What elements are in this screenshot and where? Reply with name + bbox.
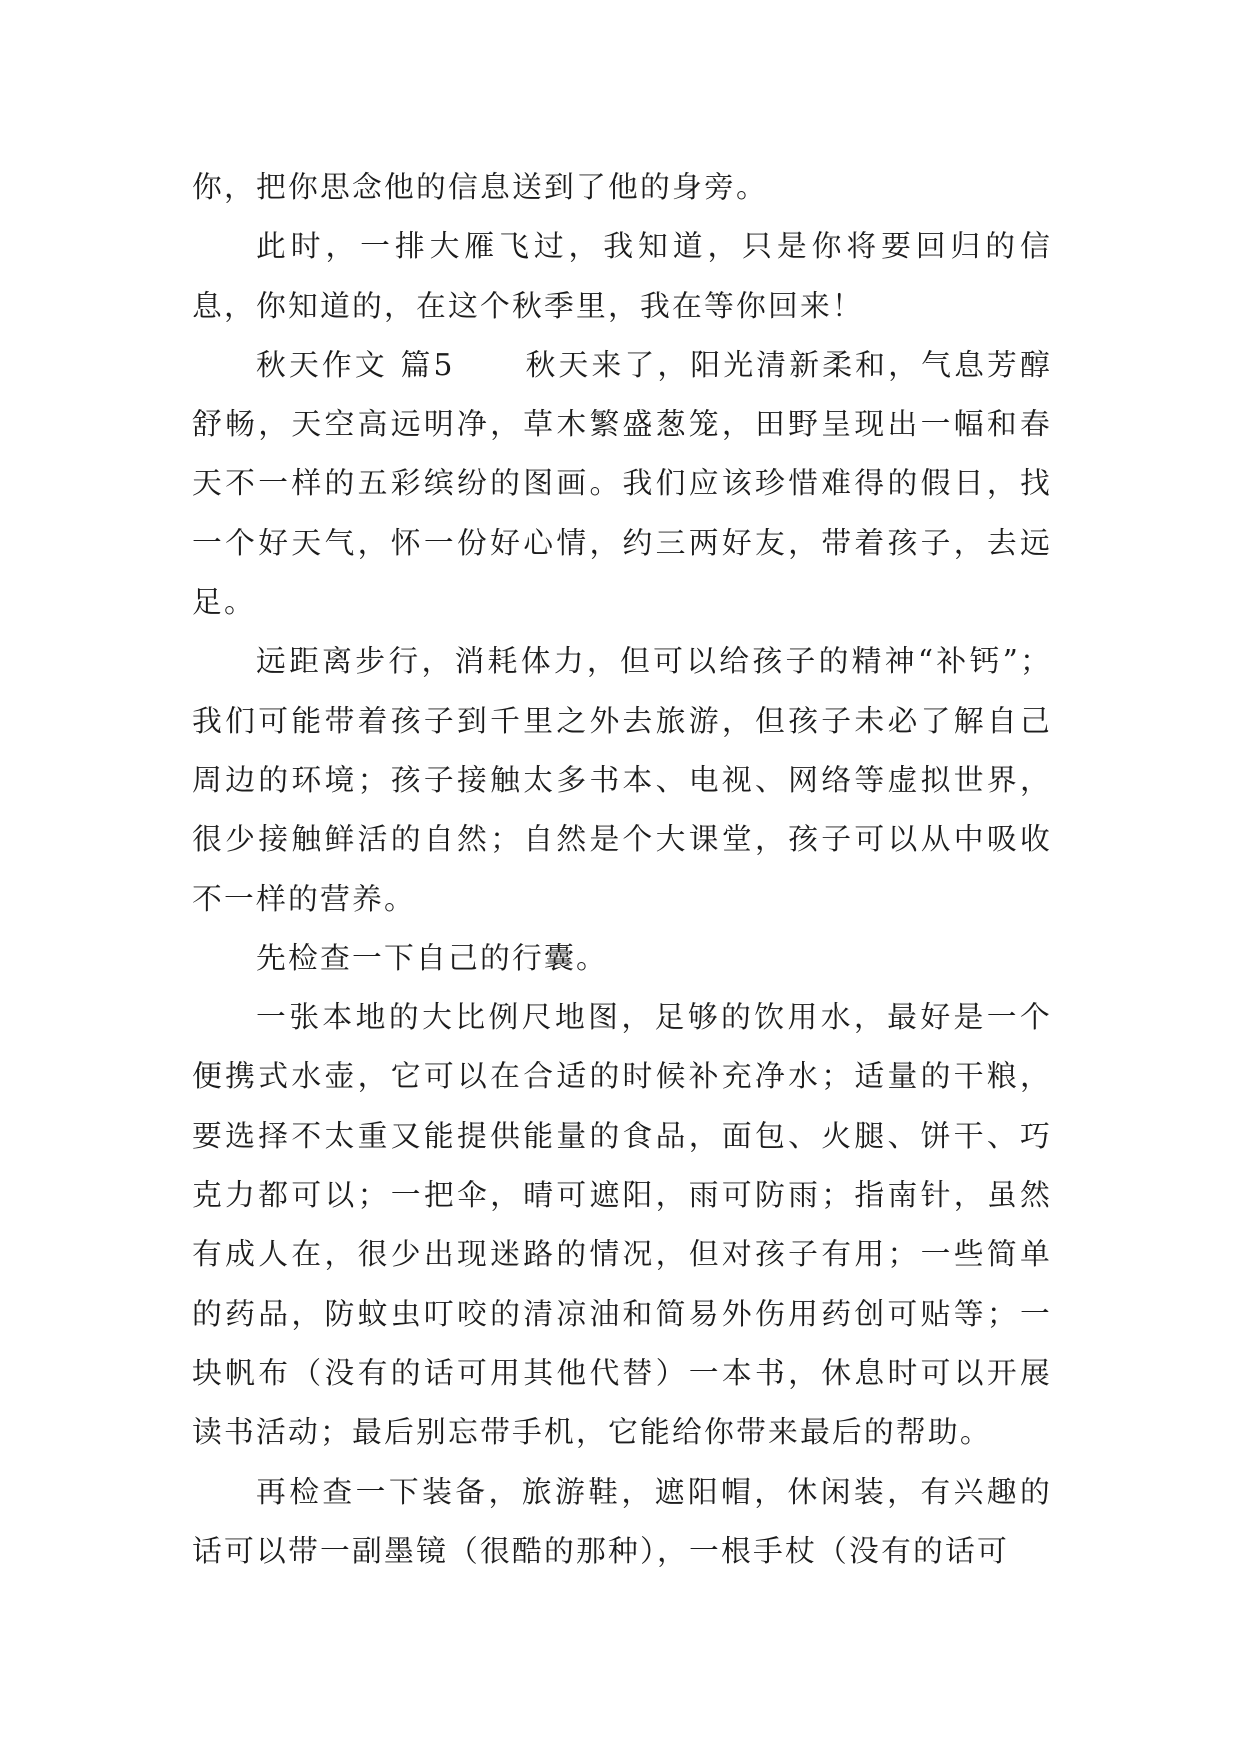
paragraph-6: 一张本地的大比例尺地图，足够的饮用水，最好是一个便携式水壶，它可以在合适的时候补充净水；适量的干粮，要选择不太重又能提供能量的食品，面包、火腿、饼干、巧克力都可以；一把伞，晴可遮阳，雨可防雨；指南针，虽然有成人在，很少出现迷路的情况，但对孩子有用；一些简单的药品，防蚊虫叮咬的清凉油和简易外伤用药创可贴等；一块帆布（没有的话可用其他代替）一本书，休息时可以开展读书活动；最后别忘带手机，它能给你带来最后的帮助。 (192, 1000, 1052, 1451)
document-body (192, 158, 1052, 1581)
paragraph-2: 此时，一排大雁飞过，我知道，只是你将要回归的信息，你知道的，在这个秋季里，我在等你回来！ (192, 229, 1052, 324)
paragraph-1: 你，把你思念他的信息送到了他的身旁。 (192, 170, 768, 205)
paragraph-3 (192, 336, 1052, 632)
paragraph-4: 远距离步行，消耗体力，但可以给孩子的精神“补钙”；我们可能带着孩子到千里之外去旅游，但孩子未必了解自己周边的环境；孩子接触太多书本、电视、网络等虚拟世界，很少接触鲜活的自然；自然是个大课堂，孩子可以从中吸收不一样的营养。 (192, 644, 1052, 917)
paragraph-3-text: 秋天来了，阳光清新柔和，气息芳醇舒畅，天空高远明净，草木繁盛葱笼，田野呈现出一幅和春天不一样的五彩缤纷的图画。我们应该珍惜难得的假日，找一个好天气，怀一份好心情，约三两好友，带着孩子，去远足。 (192, 347, 1052, 621)
paragraph-5: 先检查一下自己的行囊。 (256, 940, 608, 976)
section-label: 秋天作文 篇5 (256, 347, 455, 383)
paragraph-7: 再检查一下装备，旅游鞋，遮阳帽，休闲装，有兴趣的话可以带一副墨镜（很酷的那种），一根手杖（没有的话可 (192, 1474, 1052, 1569)
